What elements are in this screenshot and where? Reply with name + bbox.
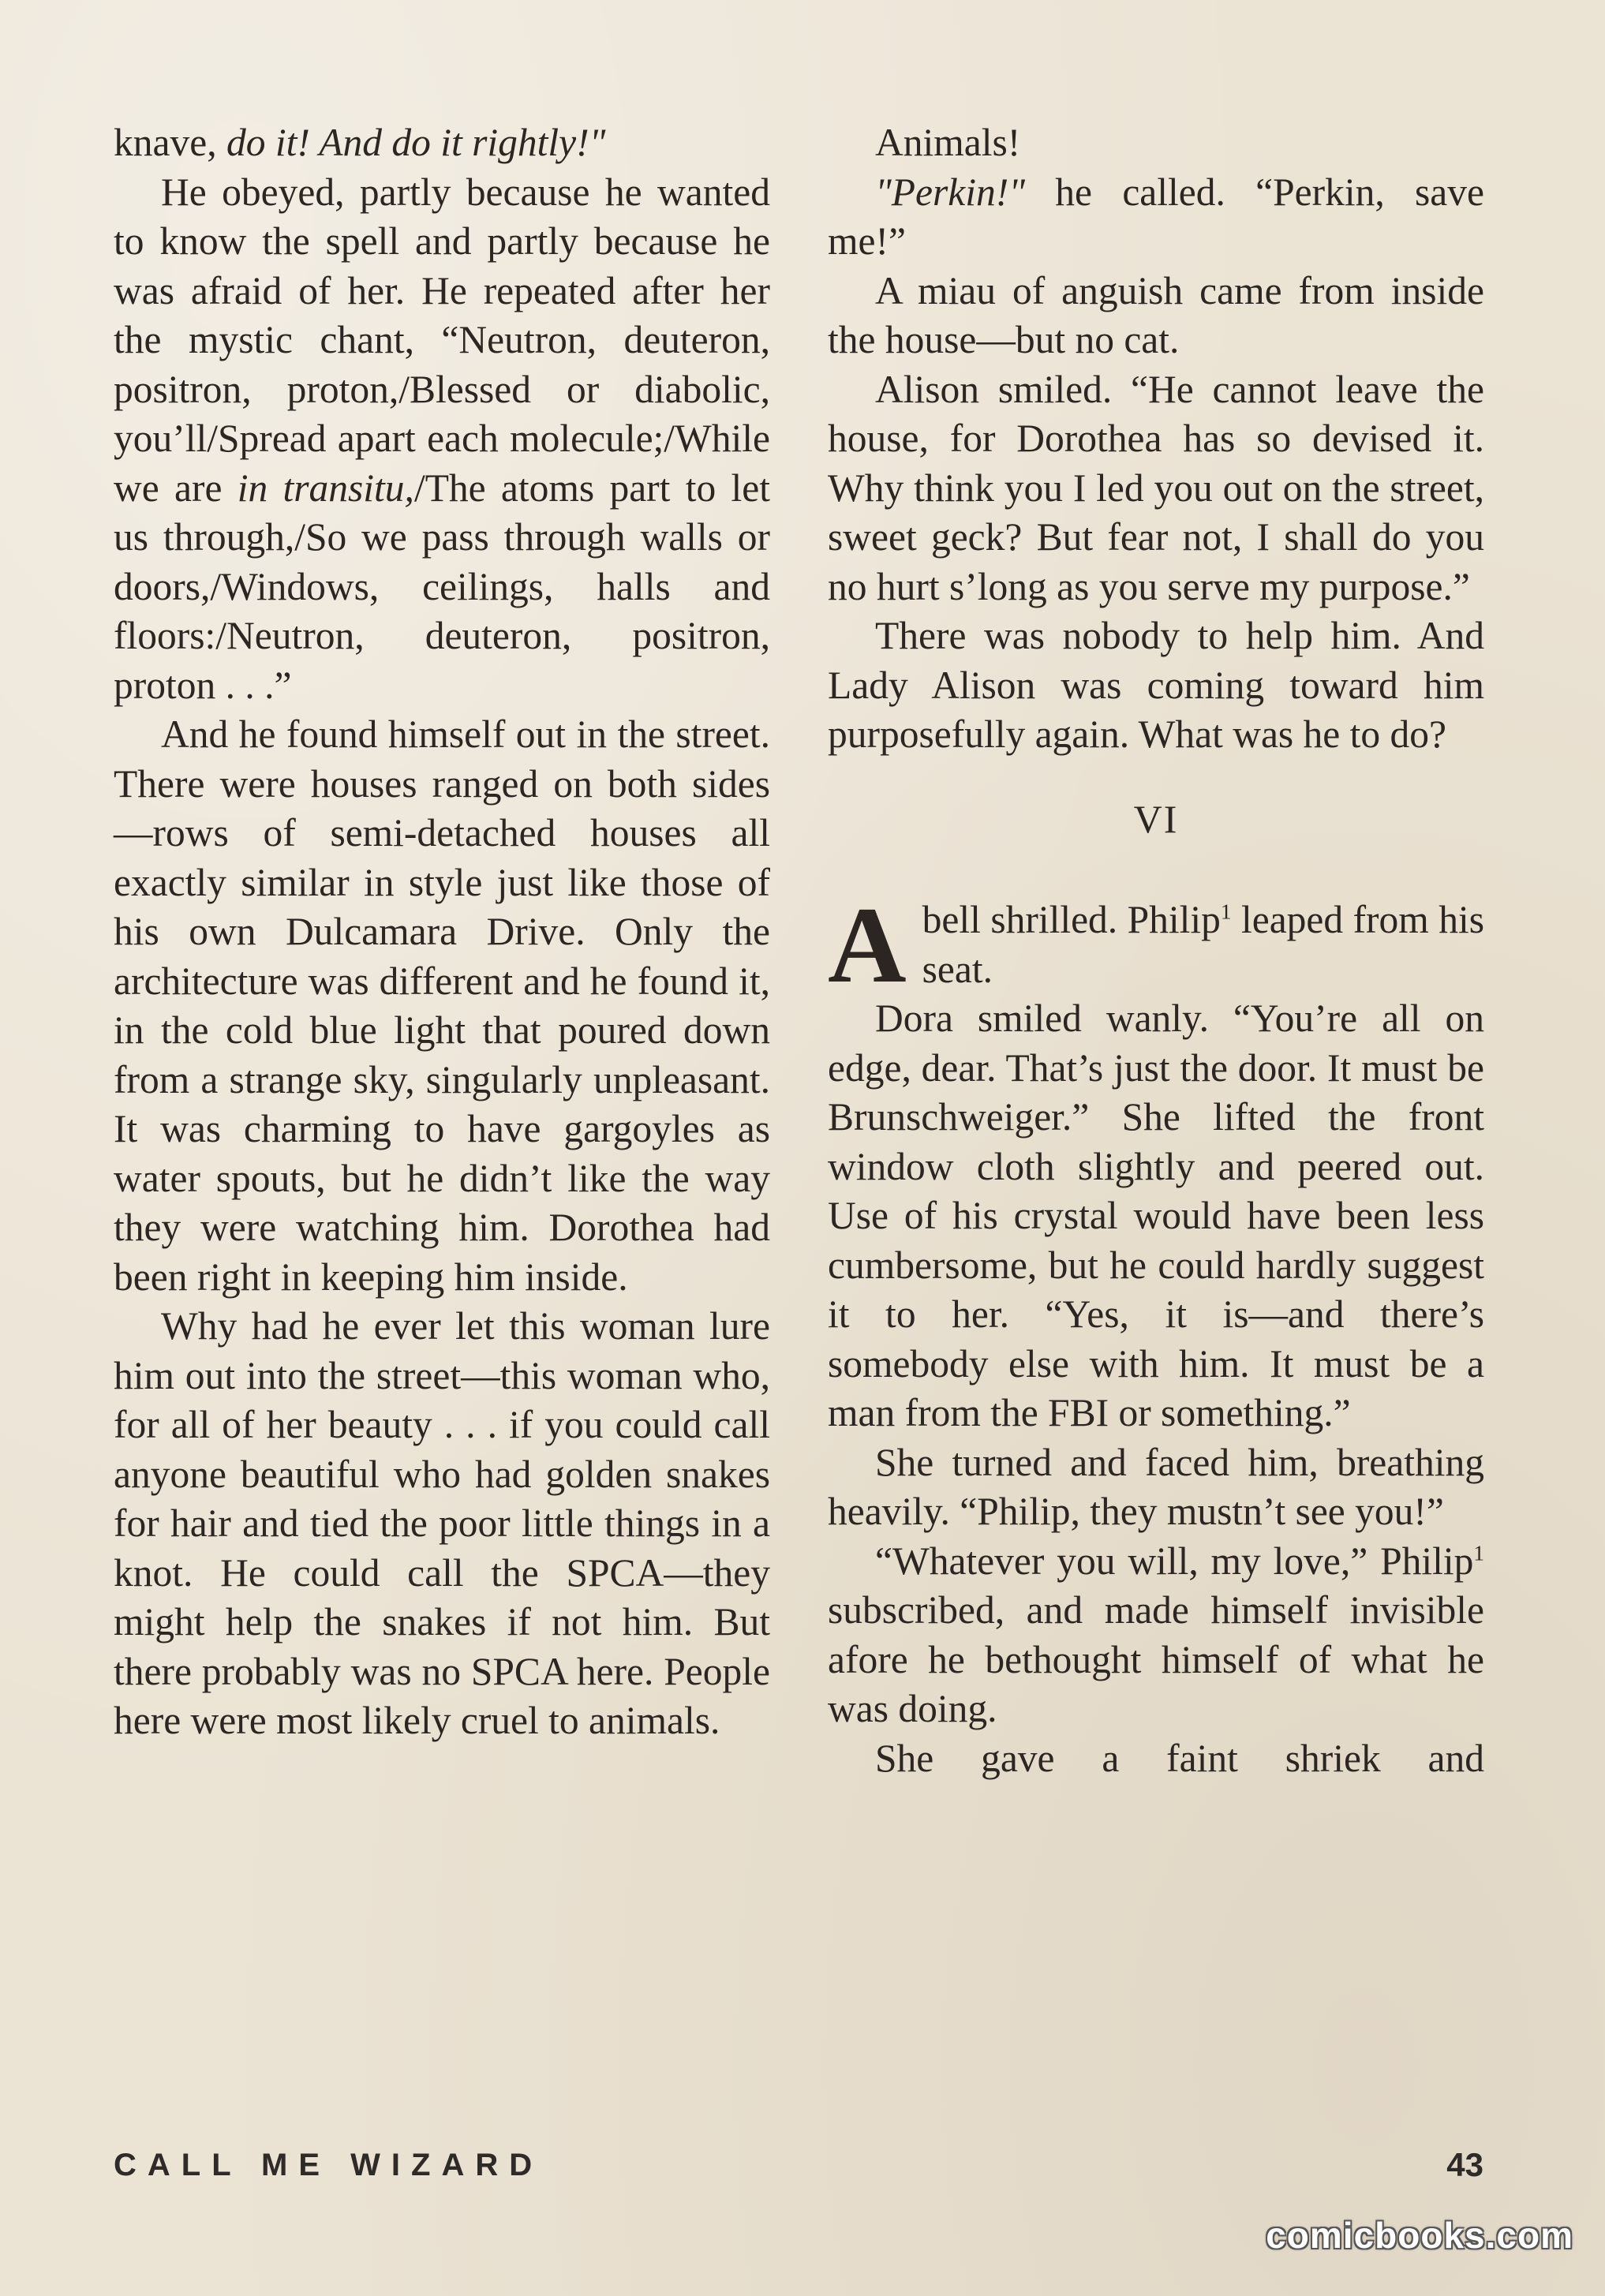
left-column: [114, 118, 770, 1746]
text-run: He obeyed, partly because he wanted to know the spell and partly because he was afraid of her. He repeated after her the mystic chant, “Neutron, deuteron, positron, proton,/Blessed or diabolic, you’ll/Spread apart each molecule;/While we are: [114, 170, 770, 510]
text-run: he called. “Perkin, save me!”: [828, 170, 1484, 263]
drop-cap: A: [828, 884, 907, 1005]
italic-text: in transitu,: [237, 466, 414, 510]
italic-text: "Perkin!": [875, 170, 1025, 214]
text-run: bell shrilled. Philip: [922, 898, 1221, 941]
text-run: leaped from his seat.: [922, 898, 1484, 991]
text-run: subscribed, and made himself invisible afore he bethought himself of what he was doing.: [828, 1588, 1484, 1730]
paragraph: [828, 1537, 1484, 1734]
text-run: knave,: [114, 121, 226, 164]
paragraph: There was nobody to help him. And Lady Alison was coming toward him purposefully again. What was he to do?: [828, 614, 1484, 756]
paragraph: [114, 118, 770, 168]
text-run: /The atoms part to let us through,/So we pass through walls or doors,/Windows, ceilings, halls and floors:/Neutron, deuteron, positron, proton . . .”: [114, 466, 770, 707]
paragraph: Dora smiled wanly. “You’re all on edge, dear. That’s just the door. It must be Brunschweiger.” She lifted the front window cloth slightly and peered out. Use of his crystal would have been less cumbersome, but he could hardly suggest it to her. “Yes, it is—and there’s somebody else with him. It must be a man from the FBI or something.”: [828, 997, 1484, 1434]
section-heading: VI: [1133, 796, 1179, 841]
paragraph: [114, 168, 770, 711]
paragraph: She gave a faint shriek and: [875, 1736, 1484, 1780]
text-run: “Whatever you will, my love,” Philip: [875, 1539, 1474, 1583]
paragraph: Animals!: [875, 121, 1021, 164]
paragraph: And he found himself out in the street. There were houses ranged on both sides—rows of semi-detached houses all exactly similar in style just like those of his own Dulcamara Drive. Only the architecture was different and he found it, in the cold blue light that poured down from a strange sky, singularly unpleasant. It was charming to have gargoyles as water spouts, but he didn’t like the way they were watching him. Dorothea had been right in keeping him inside.: [114, 712, 770, 1299]
paragraph: Alison smiled. “He cannot leave the house, for Dorothea has so devised it. Why think you I led you out on the street, sweet geck? But fear not, I shall do you no hurt s’long as you serve my purpose.”: [828, 367, 1484, 608]
watermark: comicbooks.com: [1266, 2215, 1573, 2256]
paragraph: A miau of anguish came from inside the house—but no cat.: [828, 268, 1484, 361]
running-footer-title: CALL ME WIZARD: [114, 2148, 544, 2182]
italic-text: do it! And do it rightly!": [226, 121, 606, 164]
paragraph: Why had he ever let this woman lure him out into the street—this woman who, for all of her beauty . . . if you could call anyone beautiful who had golden snakes for hair and tied the poor little things in a knot. He could call the SPCA—they might help the snakes if not him. But there probably was no SPCA here. People here were most likely cruel to animals.: [114, 1304, 770, 1742]
footnote-marker: 1: [1220, 899, 1232, 924]
page-number: 43: [1446, 2146, 1483, 2183]
paragraph: She turned and faced him, breathing heavily. “Philip, they mustn’t see you!”: [828, 1440, 1484, 1533]
footnote-marker: 1: [1473, 1541, 1484, 1565]
right-column: [828, 118, 1484, 1783]
paragraph: [828, 884, 1484, 1005]
paragraph: [828, 168, 1484, 267]
